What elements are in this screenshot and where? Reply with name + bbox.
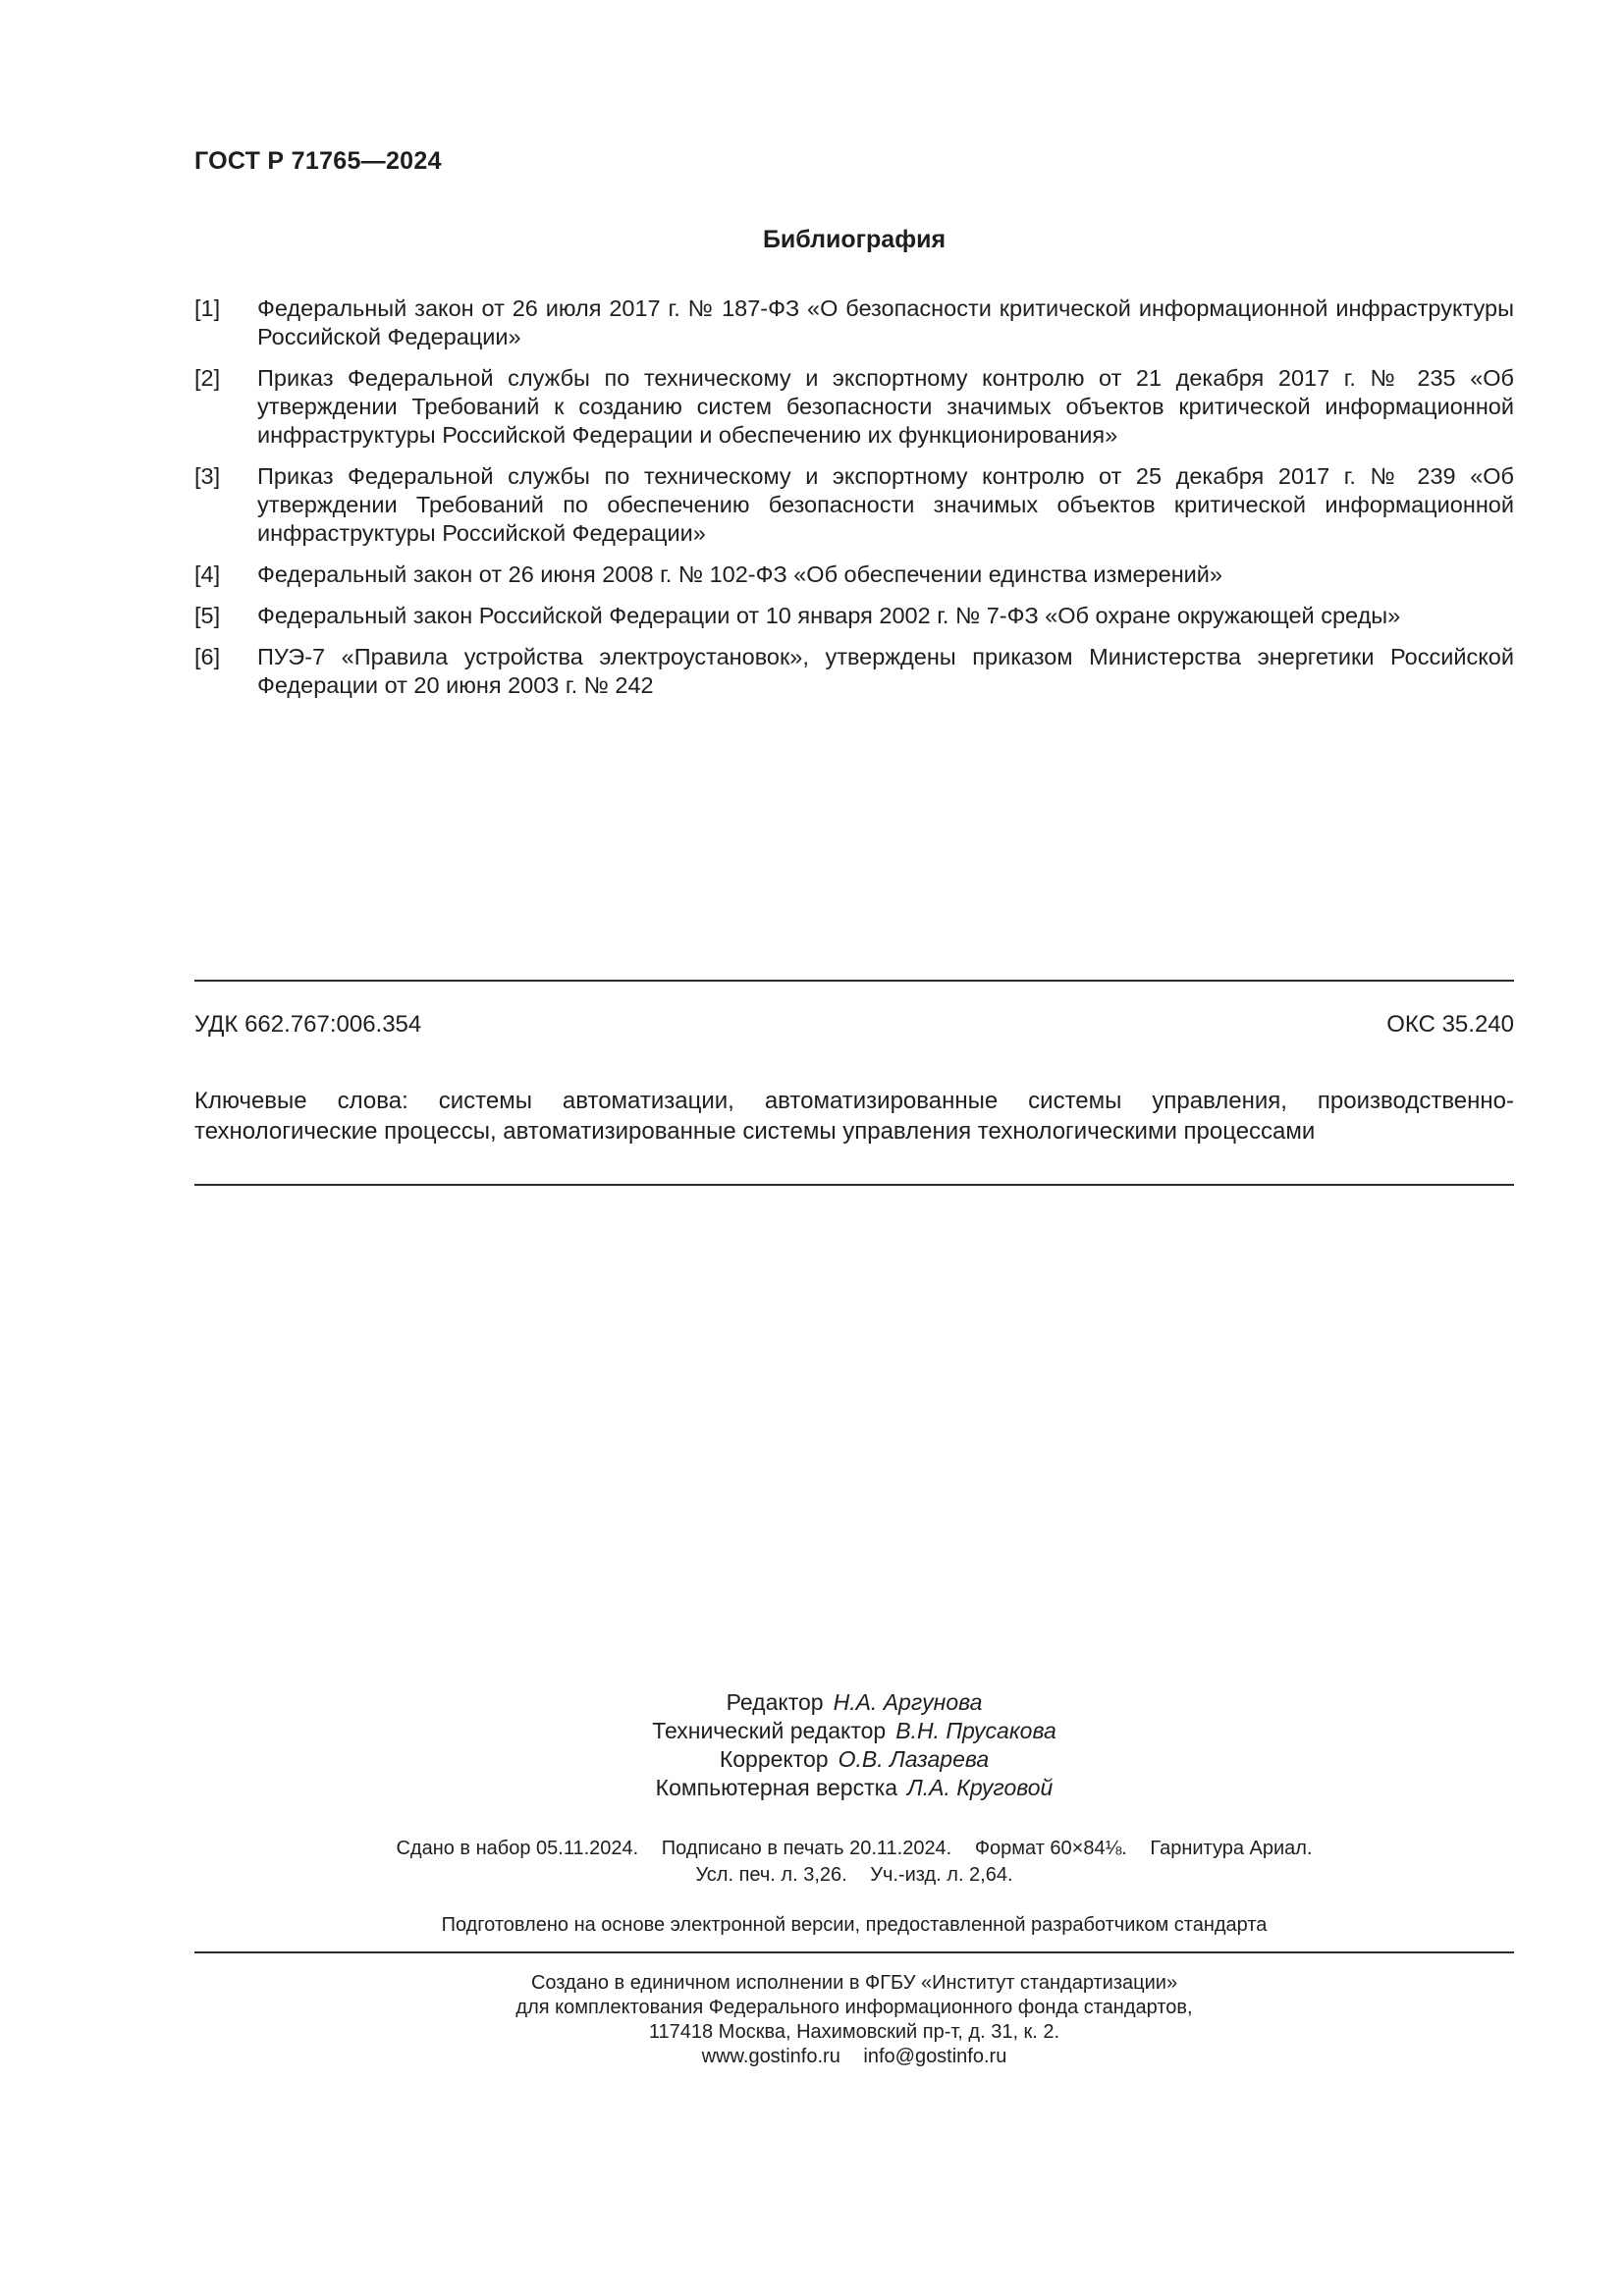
print-submitted: Сдано в набор 05.11.2024. bbox=[396, 1838, 639, 1859]
print-info-line bbox=[194, 1836, 1514, 1862]
bibliography-item bbox=[194, 561, 1514, 589]
bibliography-item-number: [4] bbox=[194, 561, 221, 587]
print-typeface: Гарнитура Ариал. bbox=[1150, 1838, 1313, 1859]
bibliography-item-text: Приказ Федеральной службы по техническому и экспортному контролю от 21 декабря 2017 г. № 235 «Об утверждении Требований к созданию систем безопасности значимых объектов критической информационной инфраструктуры Российской Федерации и обеспечению их функционирования» bbox=[257, 365, 1514, 448]
credit-layout bbox=[194, 1774, 1514, 1802]
publisher-website-link[interactable]: www.gostinfo.ru bbox=[701, 2046, 840, 2067]
divider-publisher bbox=[194, 1951, 1514, 1953]
bibliography-item bbox=[194, 294, 1514, 351]
divider-bottom bbox=[194, 1184, 1514, 1186]
credit-name: Н.А. Аргунова bbox=[833, 1689, 983, 1715]
keywords: Ключевые слова: системы автоматизации, автоматизированные системы управления, производственно-технологические процессы, автоматизированные системы управления технологическими процессами bbox=[194, 1088, 1514, 1145]
credit-name: Л.А. Круговой bbox=[907, 1775, 1054, 1800]
publisher-email-link[interactable]: info@gostinfo.ru bbox=[863, 2046, 1007, 2067]
print-sheets: Усл. печ. л. 3,26. bbox=[695, 1864, 847, 1886]
bibliography-item-text: Приказ Федеральной службы по техническому и экспортному контролю от 25 декабря 2017 г. № 239 «Об утверждении Требований по обеспечению безопасности значимых объектов критической информационной инфраструктуры Российской Федерации» bbox=[257, 463, 1514, 546]
publisher-contacts bbox=[194, 2045, 1514, 2069]
oks-code: ОКС 35.240 bbox=[1386, 1011, 1514, 1038]
publisher-block bbox=[194, 1971, 1514, 2069]
standard-code: ГОСТ Р 71765—2024 bbox=[194, 147, 442, 175]
bibliography-item-number: [6] bbox=[194, 644, 221, 669]
classifier-row bbox=[194, 1011, 1514, 1039]
credit-tech-editor bbox=[194, 1717, 1514, 1745]
credit-editor bbox=[194, 1688, 1514, 1717]
publisher-line: Создано в единичном исполнении в ФГБУ «Институт стандартизации» bbox=[530, 1972, 1178, 1994]
bibliography-item-number: [5] bbox=[194, 603, 221, 628]
credit-role: Компьютерная верстка bbox=[655, 1775, 897, 1800]
bibliography-title: Библиография bbox=[762, 226, 947, 253]
bibliography-item-text: Федеральный закон от 26 июня 2008 г. № 102-ФЗ «Об обеспечении единства измерений» bbox=[257, 561, 1222, 587]
bibliography-item bbox=[194, 643, 1514, 700]
print-signed: Подписано в печать 20.11.2024. bbox=[661, 1838, 952, 1859]
bibliography-item-number: [3] bbox=[194, 463, 221, 489]
print-format: Формат 60×84⅛. bbox=[974, 1838, 1127, 1859]
bibliography-list bbox=[194, 294, 1514, 713]
bibliography-item-text: Федеральный закон от 26 июля 2017 г. № 187-ФЗ «О безопасности критической информационной инфраструктуры Российской Федерации» bbox=[257, 295, 1514, 349]
credit-role: Технический редактор bbox=[652, 1718, 887, 1743]
credits-block bbox=[194, 1688, 1514, 1802]
credit-name: О.В. Лазарева bbox=[838, 1746, 990, 1772]
publisher-sheets: Уч.-изд. л. 2,64. bbox=[870, 1864, 1013, 1886]
bibliography-item bbox=[194, 462, 1514, 548]
publisher-address: 117418 Москва, Нахимовский пр-т, д. 31, к. 2. bbox=[648, 2021, 1060, 2043]
credit-role: Редактор bbox=[726, 1689, 824, 1715]
credit-name: В.Н. Прусакова bbox=[895, 1718, 1056, 1743]
publisher-line: для комплектования Федерального информационного фонда стандартов, bbox=[515, 1997, 1193, 2018]
divider-top bbox=[194, 980, 1514, 982]
udk-code: УДК 662.767:006.354 bbox=[194, 1011, 422, 1038]
credit-role: Корректор bbox=[719, 1746, 829, 1772]
credit-proofreader bbox=[194, 1745, 1514, 1774]
print-info-line bbox=[194, 1862, 1514, 1889]
bibliography-item-text: Федеральный закон Российской Федерации от 10 января 2002 г. № 7-ФЗ «Об охране окружающей среды» bbox=[257, 603, 1401, 628]
print-info bbox=[194, 1836, 1514, 1889]
prepared-note: Подготовлено на основе электронной версии, предоставленной разработчиком стандарта bbox=[441, 1914, 1268, 1936]
bibliography-item bbox=[194, 602, 1514, 630]
bibliography-item-text: ПУЭ-7 «Правила устройства электроустановок», утверждены приказом Министерства энергетики Российской Федерации от 20 июня 2003 г. № 242 bbox=[257, 644, 1514, 698]
bibliography-item-number: [1] bbox=[194, 295, 221, 321]
bibliography-item-number: [2] bbox=[194, 365, 221, 391]
bibliography-item bbox=[194, 364, 1514, 450]
